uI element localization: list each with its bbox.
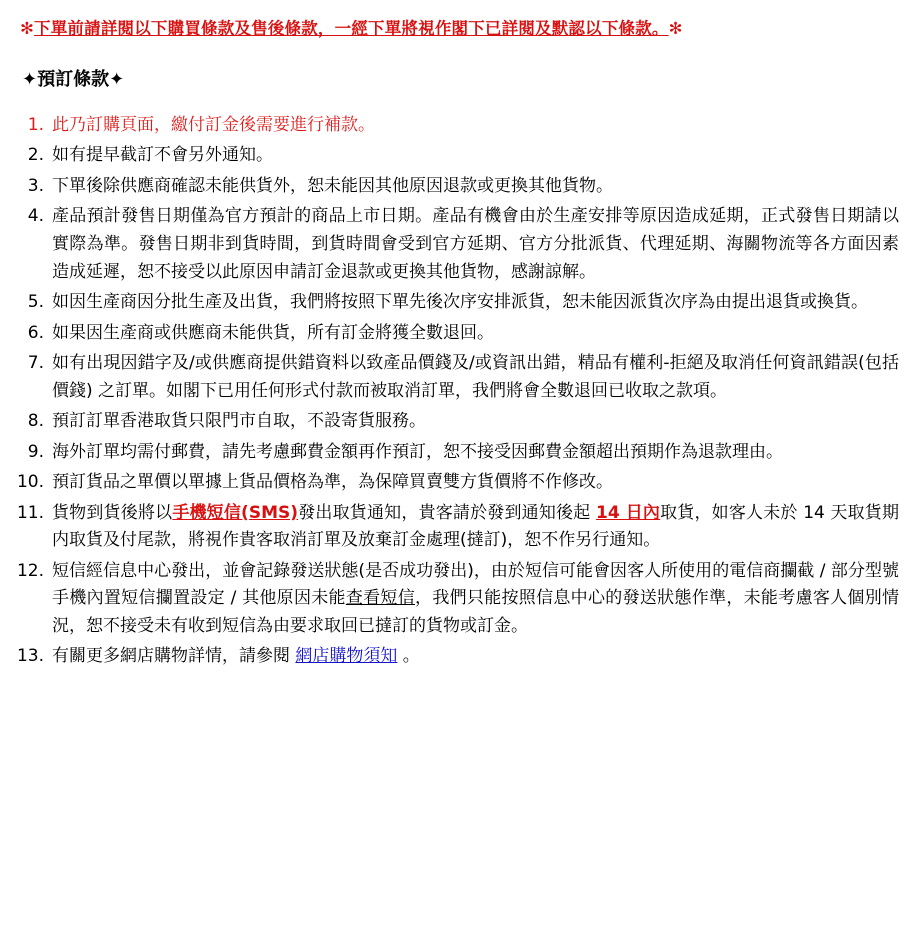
- term-number: 12.: [16, 560, 44, 581]
- term-number: 9.: [27, 441, 44, 462]
- term-text: [52, 472, 613, 492]
- terms-list: [14, 112, 899, 671]
- term-number: 10.: [16, 472, 44, 493]
- star-icon-right: ✻: [668, 19, 683, 38]
- term-item: [14, 350, 899, 405]
- term-item: [14, 203, 899, 286]
- emphasis-underline-red: 手機短信(SMS): [172, 502, 299, 523]
- term-text-run: 。: [397, 646, 420, 667]
- term-item: [14, 289, 899, 317]
- term-item: [14, 439, 899, 467]
- term-text-run: 取貨，如客人未於 14 天取貨期内取貨及付尾款，將視作貴客取消訂單及放棄訂金處理(撻訂)，恕不作另行通知。: [52, 502, 899, 551]
- term-number: 2.: [27, 145, 44, 166]
- term-text-run: 如有出現因錯字及/或供應商提供錯資料以致產品價錢及/或資訊出錯，精品有權利-拒絕及取消任何資訊錯誤(包括價錢) 之訂單。如閣下已用任何形式付款而被取消訂單，我們將會全數退回已收取之款項。: [52, 353, 899, 401]
- term-text: [52, 292, 868, 312]
- term-text: [52, 353, 899, 401]
- term-text-run: 短信經信息中心發出，並會記錄發送狀態(是否成功發出)，由於短信可能會因客人所使用的電信商攔截 / 部分型號手機內置短信攔置設定 / 其他原因未能: [52, 560, 899, 609]
- term-text-run: 發出取貨通知，貴客請於發到通知後起: [298, 502, 596, 523]
- term-text-run: 海外訂單均需付郵費，請先考慮郵費金額再作預訂，恕不接受因郵費金額超出預期作為退款理由。: [52, 441, 783, 462]
- term-number: 3.: [27, 175, 44, 196]
- term-number: 11.: [16, 502, 44, 523]
- term-text-run: 預訂訂單香港取貨只限門市自取，不設寄貨服務。: [52, 411, 426, 432]
- term-number: 7.: [27, 353, 44, 374]
- term-text: [52, 115, 375, 135]
- term-number: 6.: [27, 322, 44, 343]
- term-text-run: 如因生產商因分批生產及出貨，我們將按照下單先後次序安排派貨，恕未能因派貨次序為由提出退貨或換貨。: [52, 292, 868, 313]
- term-item: [14, 142, 899, 170]
- term-number: 5.: [27, 292, 44, 313]
- term-item: [14, 112, 899, 140]
- term-text-run: 產品預計發售日期僅為官方預計的商品上市日期。產品有機會由於生產安排等原因造成延期，正式發售日期請以實際為準。發售日期非到貨時間，到貨時間會受到官方延期、官方分批派貨、代理延期、海關物流等各方面因素造成延遲，恕不接受以此原因申請訂金退款或更換其他貨物，感謝諒解。: [52, 206, 899, 282]
- term-text-run: 有關更多網店購物詳情，請參閱: [52, 646, 296, 667]
- term-text: [52, 206, 899, 281]
- term-text-run: 預訂貨品之單價以單據上貨品價格為準，為保障買賣雙方貨價將不作修改。: [52, 472, 613, 493]
- term-item: [14, 469, 899, 497]
- term-item: [14, 643, 899, 671]
- term-number: 13.: [16, 646, 44, 667]
- term-text-run: 此乃訂購頁面，繳付訂金後需要進行補款。: [52, 114, 375, 135]
- term-number: 4.: [27, 206, 44, 227]
- term-text: [52, 503, 899, 551]
- term-text-run: 如果因生產商或供應商未能供貨，所有訂金將獲全數退回。: [52, 322, 494, 343]
- term-text: [52, 411, 426, 431]
- term-item: [14, 408, 899, 436]
- term-number: 8.: [27, 411, 44, 432]
- term-number: 1.: [27, 114, 44, 135]
- term-text: [52, 176, 613, 196]
- term-text: [52, 646, 420, 666]
- term-item: [14, 500, 899, 555]
- star-icon-left: ✻: [20, 19, 35, 38]
- top-warning-banner: [20, 16, 899, 43]
- top-warning-text: 下單前請詳閱以下購買條款及售後條款，一經下單將視作閣下已詳閱及默認以下條款。: [34, 19, 669, 38]
- term-text-run: 貨物到貨後將以: [52, 502, 173, 523]
- term-text: [52, 561, 899, 636]
- term-text-run: 如有提早截訂不會另外通知。: [52, 145, 273, 166]
- emphasis-underline-red: 14 日內: [595, 502, 661, 523]
- term-text-run: 下單後除供應商確認未能供貨外，恕未能因其他原因退款或更換其他貨物。: [52, 175, 613, 196]
- term-item: [14, 558, 899, 641]
- term-text: [52, 442, 783, 462]
- shop-notice-link[interactable]: 網店購物須知: [295, 646, 398, 667]
- term-text-run: ，我們只能按照信息中心的發送狀態作準，未能考慮客人個別情況，恕不接受未有收到短信為由要求取回已撻訂的貨物或訂金。: [52, 588, 899, 636]
- term-item: [14, 320, 899, 348]
- term-item: [14, 173, 899, 201]
- emphasis-underline: 查看短信: [345, 588, 416, 609]
- term-text: [52, 145, 273, 165]
- term-text: [52, 323, 494, 343]
- section-title-preorder-terms: ✦預訂條款✦: [22, 68, 125, 90]
